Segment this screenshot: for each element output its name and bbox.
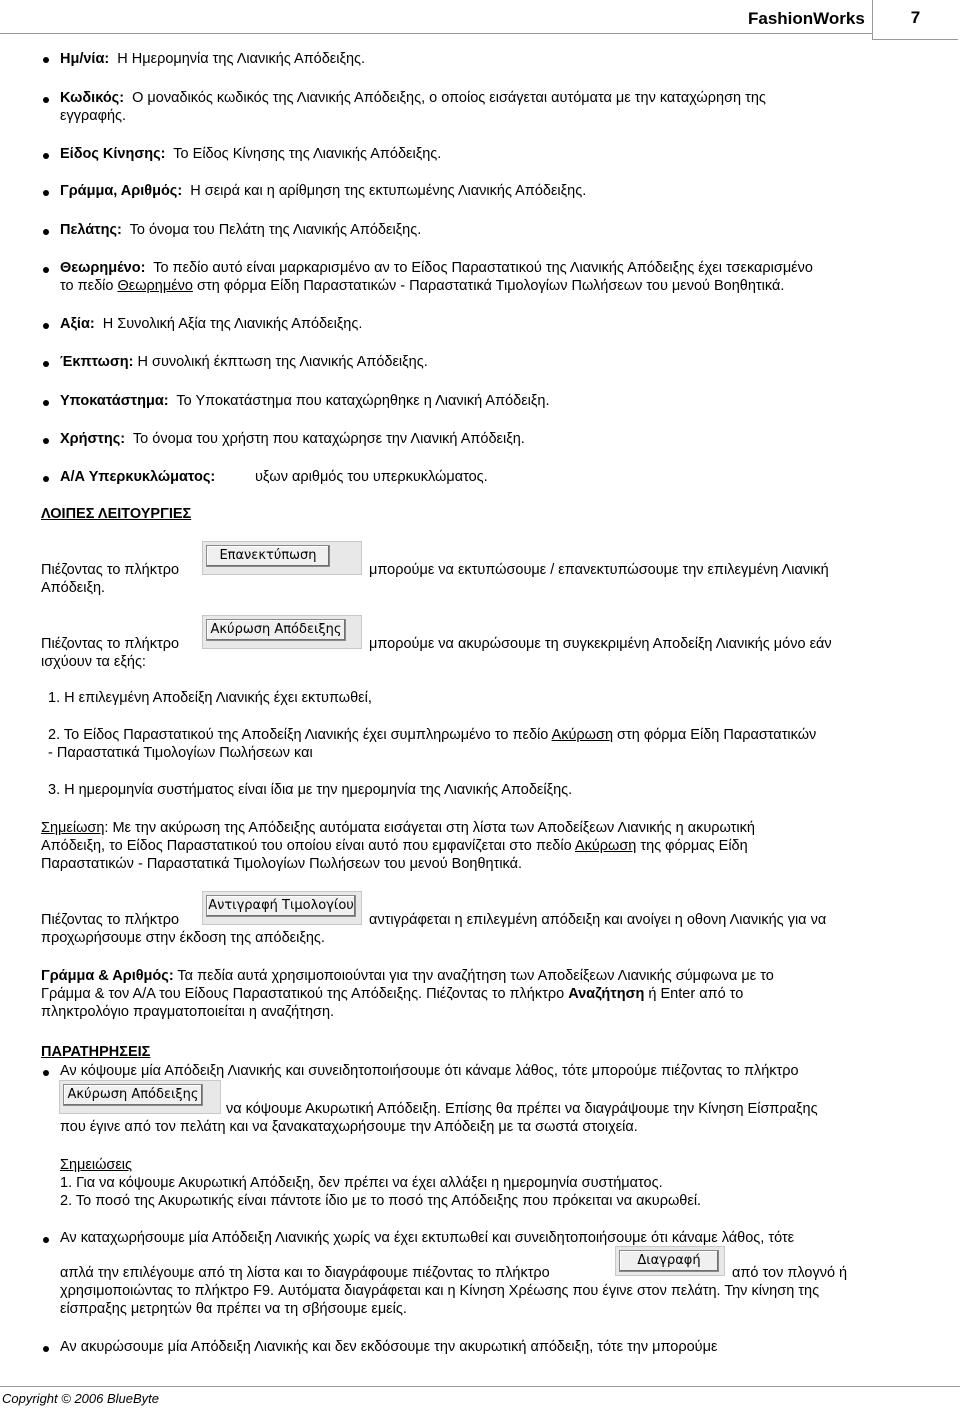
bullet bbox=[43, 153, 49, 159]
bullet bbox=[43, 97, 49, 103]
notes-title: Σημειώσεις bbox=[60, 1157, 133, 1173]
remark-1-line-3: που έγινε από τον πελάτη και να ξανακαταχωρήσουμε την Απόδειξη με τα σωστά στοιχεία. bbox=[60, 1119, 638, 1135]
cancel-receipt-button-2[interactable]: Ακύρωση Απόδειξης bbox=[63, 1084, 203, 1106]
remark-2-line-4: είσπραξης μετρητών θα πρέπει να τη σβήσουμε εμείς. bbox=[60, 1301, 407, 1317]
condition-2-cont: - Παραστατικά Τιμολογίων Πωλήσεων και bbox=[48, 745, 313, 761]
field-item: Ημ/νία: Η Ημερομηνία της Λιανικής Απόδειξης. bbox=[60, 51, 366, 67]
section-title-remarks: ΠΑΡΑΤΗΡΗΣΕΙΣ bbox=[41, 1044, 151, 1060]
bullet bbox=[43, 361, 49, 367]
footer-divider bbox=[0, 1386, 960, 1387]
field-item: Κωδικός: Ο μοναδικός κωδικός της Λιανικής Απόδειξης, ο οποίος εισάγεται αυτόματα με την καταχώρηση της εγγραφής. bbox=[60, 90, 766, 124]
copy-invoice-button[interactable]: Αντιγραφή Τιμολογίου bbox=[206, 895, 356, 917]
remark-3: Αν ακυρώσουμε μία Απόδειξη Λιανικής και δεν εκδόσουμε την ακυρωτική απόδειξη, τότε την μπορούμε bbox=[60, 1339, 718, 1355]
bullet bbox=[43, 229, 49, 235]
field-item: Αξία: Η Συνολική Αξία της Λιανικής Απόδειξης. bbox=[60, 316, 363, 332]
field-item: Έκπτωση: Η συνολική έκπτωση της Λιανικής Απόδειξης. bbox=[60, 354, 428, 370]
remark-2-line-3: χρησιμοποιώντας το πλήκτρο F9. Αυτόματα διαγράφεται και η Κίνηση Χρέωσης που έγινε στον πελάτη. Την κίνηση της bbox=[60, 1283, 820, 1299]
bullet bbox=[43, 57, 49, 63]
field-item: Χρήστης: Το όνομα του χρήστη που καταχώρησε την Λιανική Απόδειξη. bbox=[60, 431, 525, 447]
delete-button[interactable]: Διαγραφή bbox=[619, 1250, 719, 1272]
reprint-button[interactable]: Επανεκτύπωση bbox=[206, 545, 330, 567]
field-item-cont: το πεδίο Θεωρημένο στη φόρμα Είδη Παραστατικών - Παραστατικά Τιμολογίων Πωλήσεων του μενού Βοηθητικά. bbox=[60, 278, 785, 294]
condition-1: 1. Η επιλεγμένη Αποδείξη Λιανικής έχει εκτυπωθεί, bbox=[48, 690, 372, 706]
remark-2-line-2b: από τον πλογνό ή bbox=[732, 1265, 848, 1281]
note-line-2: Απόδειξη, το Είδος Παραστατικού του οποίου είναι αυτό που εμφανίζεται στο πεδίο Ακύρωση της φόρμας Είδη bbox=[41, 838, 748, 854]
note-line-3: Παραστατικών - Παραστατικά Τιμολογίων Πωλήσεων του μενού Βοηθητικά. bbox=[41, 856, 523, 872]
bullet bbox=[43, 400, 49, 406]
bullet bbox=[43, 438, 49, 444]
note-2: 2. Το ποσό της Ακυρωτικής είναι πάντοτε ίδιο με το ποσό της Απόδειξης που πρόκειται να ακυρωθεί. bbox=[60, 1193, 702, 1209]
condition-3: 3. Η ημερομηνία συστήματος είναι ίδια με την ημερομηνία της Λιανικής Αποδείξης. bbox=[48, 782, 573, 798]
cancel-desc: μπορούμε να ακυρώσουμε τη συγκεκριμένη Αποδείξη Λιανικής μόνο εάν bbox=[369, 636, 832, 652]
bullet bbox=[43, 323, 49, 329]
note-line-1: Σημείωση: Με την ακύρωση της Απόδειξης αυτόματα εισάγεται στη λίστα των Αποδείξεων Λιανικής η ακυρωτική bbox=[41, 820, 755, 836]
remark-2-line-1: Αν καταχωρήσουμε μία Απόδειξη Λιανικής χωρίς να έχει εκτυπωθεί και συνειδητοποιήσουμε ότι κάναμε λάθος, τότε bbox=[60, 1230, 795, 1246]
remark-1-line-1: Αν κόψουμε μία Απόδειξη Λιανικής και συνειδητοποιήσουμε ότι κάναμε λάθος, τότε μπορούμε πιέζοντας το πλήκτρο bbox=[60, 1063, 799, 1079]
copy-desc-cont: προχωρήσουμε στην έκδοση της απόδειξης. bbox=[41, 930, 325, 946]
copyright: Copyright © 2006 BlueByte bbox=[2, 1391, 160, 1406]
page-number: 7 bbox=[872, 0, 958, 40]
press-key-text: Πιέζοντας το πλήκτρο bbox=[41, 912, 180, 928]
field-item: Α/Α Υπερκυκλώματος: bbox=[60, 469, 216, 485]
condition-2: 2. Το Είδος Παραστατικού της Αποδείξη Λιανικής έχει συμπληρωμένο το πεδίο Ακύρωση στη φόρμα Είδη Παραστατικών bbox=[48, 727, 817, 743]
field-item: Γράμμα, Αριθμός: Η σειρά και η αρίθμηση της εκτυπωμένης Λιανικής Απόδειξης. bbox=[60, 183, 587, 199]
press-key-text: Πιέζοντας το πλήκτρο bbox=[41, 636, 180, 652]
bullet bbox=[43, 190, 49, 196]
note-1: 1. Για να κόψουμε Ακυρωτική Απόδειξη, δεν πρέπει να έχει αλλάξει η ημερομηνία συστήματος. bbox=[60, 1175, 663, 1191]
bullet bbox=[43, 1237, 49, 1243]
header-divider bbox=[0, 33, 872, 34]
press-key-text: Πιέζοντας το πλήκτρο bbox=[41, 562, 180, 578]
search-line-3: πληκτρολόγιο πραγματοποιείται η αναζήτηση. bbox=[41, 1004, 335, 1020]
bullet bbox=[43, 1070, 49, 1076]
search-line-2: Γράμμα & τον Α/Α του Είδους Παραστατικού της Απόδειξης. Πιέζοντας το πλήκτρο Αναζήτηση ή Enter από το bbox=[41, 986, 744, 1002]
bullet bbox=[43, 1346, 49, 1352]
field-item-desc: υξων αριθμός του υπερκυκλώματος. bbox=[255, 469, 488, 485]
field-item: Πελάτης: Το όνομα του Πελάτη της Λιανικής Απόδειξης. bbox=[60, 222, 422, 238]
bullet bbox=[43, 476, 49, 482]
remark-2-line-2: απλά την επιλέγουμε από τη λίστα και το διαγράφουμε πιέζοντας το πλήκτρο bbox=[60, 1265, 550, 1281]
field-item: Είδος Κίνησης: Το Είδος Κίνησης της Λιανικής Απόδειξης. bbox=[60, 146, 442, 162]
section-title-other: ΛΟΙΠΕΣ ΛΕΙΤΟΥΡΓΙΕΣ bbox=[41, 506, 192, 522]
field-item: Υποκατάστημα: Το Υποκατάστημα που καταχώρηθηκε η Λιανική Απόδειξη. bbox=[60, 393, 550, 409]
cancel-receipt-button[interactable]: Ακύρωση Απόδειξης bbox=[206, 619, 346, 641]
remark-1-line-2: να κόψουμε Ακυρωτική Απόδειξη. Επίσης θα πρέπει να διαγράψουμε την Κίνηση Είσπραξης bbox=[226, 1101, 818, 1117]
reprint-desc: μπορούμε να εκτυπώσουμε / επανεκτυπώσουμε την επιλεγμένη Λιανική bbox=[369, 562, 829, 578]
copy-desc: αντιγράφεται η επιλεγμένη απόδειξη και ανοίγει η οθονη Λιανικής για να bbox=[369, 912, 827, 928]
bullet bbox=[43, 267, 49, 273]
search-line-1: Γράμμα & Αριθμός: Τα πεδία αυτά χρησιμοποιούνται για την αναζήτηση των Αποδείξεων Λιανικής σύμφωνα με το bbox=[41, 968, 774, 984]
cancel-desc-cont: ισχύουν τα εξής: bbox=[41, 654, 146, 670]
brand-title: FashionWorks bbox=[748, 9, 865, 28]
field-item: Θεωρημένο: Το πεδίο αυτό είναι μαρκαρισμένο αν το Είδος Παραστατικού της Λιανικής Απόδειξης έχει τσεκαρισμένο bbox=[60, 260, 813, 276]
reprint-desc-cont: Απόδειξη. bbox=[41, 580, 106, 596]
